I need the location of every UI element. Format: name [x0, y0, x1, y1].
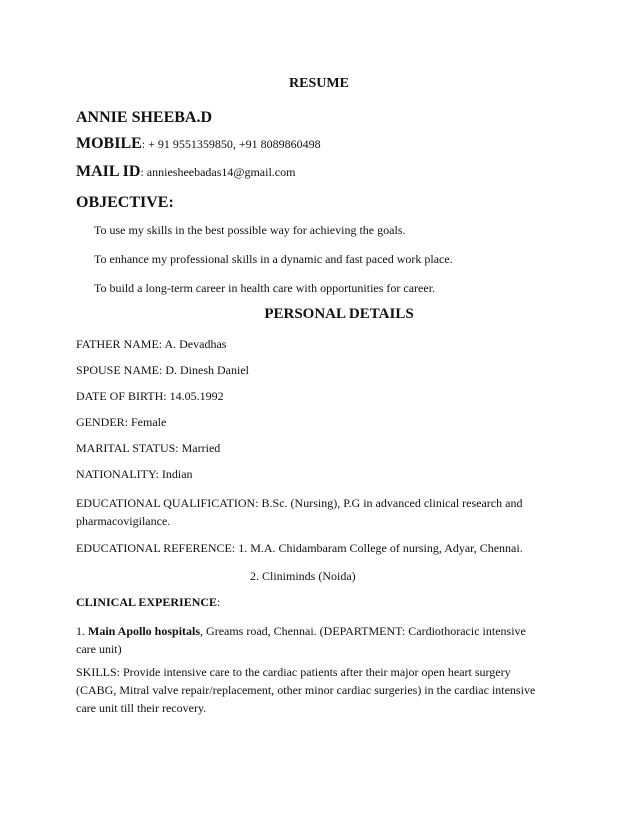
- document-title: RESUME: [289, 76, 349, 91]
- experience-hospital: Main Apollo hospitals: [88, 624, 201, 638]
- experience-line-2: care unit): [76, 642, 122, 656]
- personal-details-heading: PERSONAL DETAILS: [264, 306, 414, 322]
- objective-line-2: To enhance my professional skills in a dynamic and fast paced work place.: [94, 252, 453, 266]
- objective-line-1: To use my skills in the best possible way for achieving the goals.: [94, 223, 406, 237]
- skills-line-2: (CABG, Mitral valve repair/replacement, other minor cardiac surgeries) in the cardiac intensive: [76, 683, 536, 697]
- experience-number: 1.: [76, 624, 88, 638]
- skills-line-1: SKILLS: Provide intensive care to the cardiac patients after their major open heart surgery: [76, 665, 511, 679]
- nationality: NATIONALITY: Indian: [76, 467, 193, 481]
- spouse-name: SPOUSE NAME: D. Dinesh Daniel: [76, 363, 249, 377]
- educational-qualification-line-2: pharmacovigilance.: [76, 514, 171, 528]
- mobile-label: MOBILE: [76, 135, 142, 152]
- educational-qualification-line-1: EDUCATIONAL QUALIFICATION: B.Sc. (Nursing), P.G in advanced clinical research and: [76, 496, 523, 510]
- skills-line-3: care unit till their recovery.: [76, 701, 207, 715]
- candidate-name: ANNIE SHEEBA.D: [76, 109, 213, 126]
- objective-line-3: To build a long-term career in health care with opportunities for career.: [94, 281, 436, 295]
- mail-value: : anniesheebadas14@gmail.com: [140, 165, 296, 179]
- date-of-birth: DATE OF BIRTH: 14.05.1992: [76, 389, 224, 403]
- mobile-value: : + 91 9551359850, +91 8089860498: [141, 137, 321, 151]
- clinical-experience-title: CLINICAL EXPERIENCE: [76, 595, 218, 609]
- mail-label: MAIL ID: [76, 163, 141, 180]
- experience-line-1: [76, 624, 526, 639]
- educational-reference-line-1: EDUCATIONAL REFERENCE: 1. M.A. Chidambaram College of nursing, Adyar, Chennai.: [76, 541, 523, 555]
- clinical-experience-heading: [76, 595, 220, 610]
- mobile-line: [76, 136, 321, 152]
- objective-heading: OBJECTIVE:: [76, 194, 174, 211]
- marital-status: MARITAL STATUS: Married: [76, 441, 221, 455]
- experience-detail: , Greams road, Chennai. (DEPARTMENT: Cardiothoracic intensive: [200, 624, 526, 638]
- father-name: FATHER NAME: A. Devadhas: [76, 337, 227, 351]
- educational-reference-line-2: 2. Cliniminds (Noida): [250, 569, 356, 583]
- gender: GENDER: Female: [76, 415, 167, 429]
- mail-line: [76, 164, 295, 180]
- clinical-experience-colon: :: [217, 595, 221, 609]
